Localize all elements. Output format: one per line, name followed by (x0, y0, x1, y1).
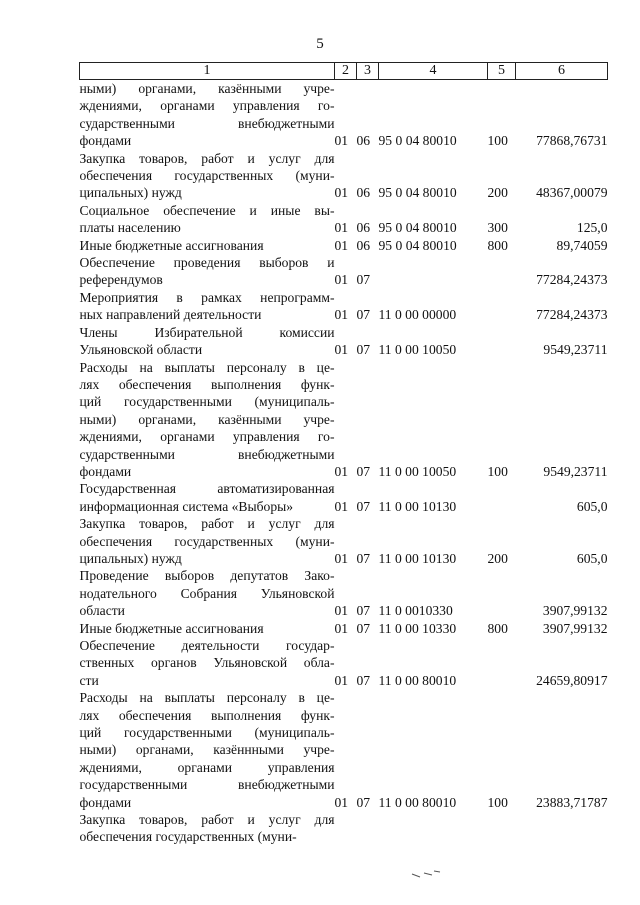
row-section: 01 (334, 620, 349, 636)
table-row (80, 150, 608, 202)
row-name-line: фондами (79, 133, 132, 149)
row-name-line: Члены Избирательной комиссии (79, 324, 335, 340)
row-name (80, 254, 335, 289)
row-subsection: 06 (356, 220, 371, 236)
table-row (80, 637, 608, 689)
row-section: 01 (334, 185, 349, 201)
table-row (80, 620, 608, 637)
table-row (80, 480, 608, 515)
row-section: 01 (334, 672, 349, 688)
row-name-line: государственными внебюджетными (79, 777, 335, 793)
row-name-line: лях обеспечения выполнения функ- (79, 376, 335, 392)
row-section: 01 (334, 133, 349, 149)
row-target-article: 11 0 00 10050 (378, 342, 457, 358)
row-name (80, 515, 335, 567)
row-name-line: информационная система «Выборы» (79, 498, 294, 514)
row-name-line: Расходы на выплаты персоналу в це- (79, 359, 335, 375)
row-amount: 77868,76731 (536, 133, 608, 149)
row-amount: 3907,99132 (542, 603, 608, 619)
row-expense-type (488, 480, 516, 515)
table-row (80, 811, 608, 846)
row-name-line: ждениями, органами управления (79, 759, 335, 775)
row-section: 01 (334, 498, 349, 514)
row-subsection: 07 (356, 672, 371, 688)
row-name-line: ными) органами, казённными учре- (79, 742, 335, 758)
row-amount: 125,0 (576, 220, 608, 236)
row-section: 01 (334, 272, 349, 288)
row-expense-type: 300 (487, 220, 508, 236)
row-section: 01 (334, 603, 349, 619)
row-expense-type: 200 (487, 185, 508, 201)
row-name-line: ных направлений деятельности (79, 307, 262, 323)
table-header-row (80, 63, 608, 80)
row-name (80, 359, 335, 481)
row-target-article: 11 0 00 10050 (378, 463, 457, 479)
row-expense-type: 800 (487, 237, 508, 253)
row-target-article: 11 0 00 10130 (378, 550, 457, 566)
row-subsection: 06 (356, 133, 371, 149)
row-name-line: обеспечения государственных (муни- (79, 533, 335, 549)
row-expense-type (488, 324, 516, 359)
row-name-line: области (79, 603, 125, 619)
row-expense-type: 100 (487, 463, 508, 479)
table-row (80, 515, 608, 567)
row-name (80, 150, 335, 202)
row-name (80, 637, 335, 689)
row-name-line: ций государственными (муниципаль- (79, 725, 335, 741)
row-name-line: Закупка товаров, работ и услуг для (79, 516, 335, 532)
row-target-article: 95 0 04 80010 (378, 220, 457, 236)
row-name-line: нодательного Собрания Ульяновской (79, 585, 335, 601)
row-name-line: обеспечения государственных (муни- (79, 829, 297, 845)
row-subsection: 07 (356, 307, 371, 323)
table-row (80, 289, 608, 324)
header-col-1: 1 (80, 63, 335, 80)
header-col-6: 6 (516, 63, 608, 80)
row-name-line: Мероприятия в рамках непрограмм- (79, 289, 335, 305)
row-expense-type (488, 289, 516, 324)
table-row (80, 237, 608, 254)
row-name (80, 620, 335, 637)
row-name-line: сударственными внебюджетными (79, 115, 335, 131)
row-name-line: ждениями, органами управления го- (79, 98, 335, 114)
row-target-article: 11 0 00 10330 (378, 620, 457, 636)
row-name-line: фондами (79, 463, 132, 479)
header-col-4: 4 (379, 63, 488, 80)
header-col-5: 5 (488, 63, 516, 80)
row-expense-type: 100 (487, 794, 508, 810)
row-name-line: Проведение выборов депутатов Зако- (79, 568, 335, 584)
row-amount: 23883,71787 (536, 794, 608, 810)
row-amount (516, 811, 608, 846)
row-subsection: 06 (356, 185, 371, 201)
row-name-line: Ульяновской области (79, 342, 203, 358)
row-subsection: 07 (356, 794, 371, 810)
row-name (80, 80, 335, 150)
row-subsection: 07 (356, 550, 371, 566)
row-amount: 9549,23711 (543, 342, 608, 358)
row-amount: 48367,00079 (536, 185, 608, 201)
row-target-article: 11 0 00 00000 (378, 307, 457, 323)
row-section: 01 (334, 794, 349, 810)
row-expense-type (488, 811, 516, 846)
row-name-line: обеспечения государственных (муни- (79, 168, 335, 184)
row-expense-type (488, 567, 516, 619)
row-subsection: 07 (356, 342, 371, 358)
row-name-line: Закупка товаров, работ и услуг для (79, 150, 335, 166)
row-amount: 77284,24373 (536, 272, 608, 288)
row-name (80, 324, 335, 359)
table-row (80, 359, 608, 481)
table-row (80, 567, 608, 619)
row-target-article: 11 0 0010330 (378, 603, 453, 619)
row-name-line: платы населению (79, 220, 181, 236)
row-amount: 3907,99132 (542, 620, 608, 636)
row-expense-type: 800 (487, 620, 508, 636)
table-row (80, 324, 608, 359)
row-expense-type: 200 (487, 550, 508, 566)
table-row (80, 254, 608, 289)
row-subsection: 07 (356, 603, 371, 619)
row-target-article: 11 0 00 80010 (378, 794, 457, 810)
page-number: 5 (316, 36, 324, 52)
row-name-line: референдумов (79, 272, 163, 288)
row-subsection (357, 811, 379, 846)
row-amount: 89,74059 (556, 237, 608, 253)
scan-artifact (410, 866, 450, 880)
row-subsection: 07 (356, 463, 371, 479)
row-amount: 24659,80917 (536, 672, 608, 688)
row-section: 01 (334, 237, 349, 253)
table-row (80, 80, 608, 150)
row-name-line: ципальных) нужд (79, 550, 182, 566)
row-expense-type (488, 254, 516, 289)
row-section: 01 (334, 463, 349, 479)
row-name (80, 237, 335, 254)
table-body (80, 80, 608, 846)
table-row (80, 202, 608, 237)
row-amount: 77284,24373 (536, 307, 608, 323)
row-subsection: 07 (356, 498, 371, 514)
row-name-line: ций государственными (муниципаль- (79, 394, 335, 410)
row-name-line: фондами (79, 794, 132, 810)
row-name (80, 202, 335, 237)
row-name (80, 567, 335, 619)
row-name-line: Государственная автоматизированная (79, 481, 335, 497)
row-name-line: ждениями, органами управления го- (79, 429, 335, 445)
row-amount: 605,0 (576, 498, 608, 514)
row-name-line: Иные бюджетные ассигнования (79, 620, 264, 636)
row-name-line: Иные бюджетные ассигнования (79, 237, 264, 253)
row-target-article: 11 0 00 10130 (378, 498, 457, 514)
row-name-line: сударственными внебюджетными (79, 446, 335, 462)
row-name-line: Расходы на выплаты персоналу в це- (79, 690, 335, 706)
row-name (80, 811, 335, 846)
row-amount: 605,0 (576, 550, 608, 566)
row-name-line: Обеспечение деятельности государ- (79, 638, 335, 653)
row-subsection: 06 (356, 237, 371, 253)
budget-table (79, 62, 608, 846)
row-section: 01 (334, 307, 349, 323)
row-target-article: 95 0 04 80010 (378, 237, 457, 253)
row-amount: 9549,23711 (543, 463, 608, 479)
row-name (80, 480, 335, 515)
row-name-line: ными) органами, казёнными учре- (79, 81, 335, 96)
row-name-line: ципальных) нужд (79, 185, 182, 201)
row-target-article (379, 811, 488, 846)
row-name-line: ными) органами, казёнными учре- (79, 411, 335, 427)
row-section: 01 (334, 342, 349, 358)
row-target-article (379, 254, 488, 289)
row-name-line: лях обеспечения выполнения функ- (79, 707, 335, 723)
row-name-line: ственных органов Ульяновской обла- (79, 655, 335, 671)
row-section: 01 (334, 220, 349, 236)
row-section (335, 811, 357, 846)
table-row (80, 689, 608, 811)
row-name-line: Социальное обеспечение и иные вы- (79, 202, 335, 218)
row-section: 01 (334, 550, 349, 566)
row-target-article: 95 0 04 80010 (378, 133, 457, 149)
row-name-line: Обеспечение проведения выборов и (79, 255, 335, 271)
row-name-line: сти (79, 672, 99, 688)
row-name (80, 689, 335, 811)
row-target-article: 95 0 04 80010 (378, 185, 457, 201)
row-expense-type (488, 637, 516, 689)
row-expense-type: 100 (487, 133, 508, 149)
header-col-3: 3 (357, 63, 379, 80)
row-subsection: 07 (356, 620, 371, 636)
row-subsection: 07 (356, 272, 371, 288)
row-name-line: Закупка товаров, работ и услуг для (79, 812, 335, 828)
row-target-article: 11 0 00 80010 (378, 672, 457, 688)
header-col-2: 2 (335, 63, 357, 80)
row-name (80, 289, 335, 324)
